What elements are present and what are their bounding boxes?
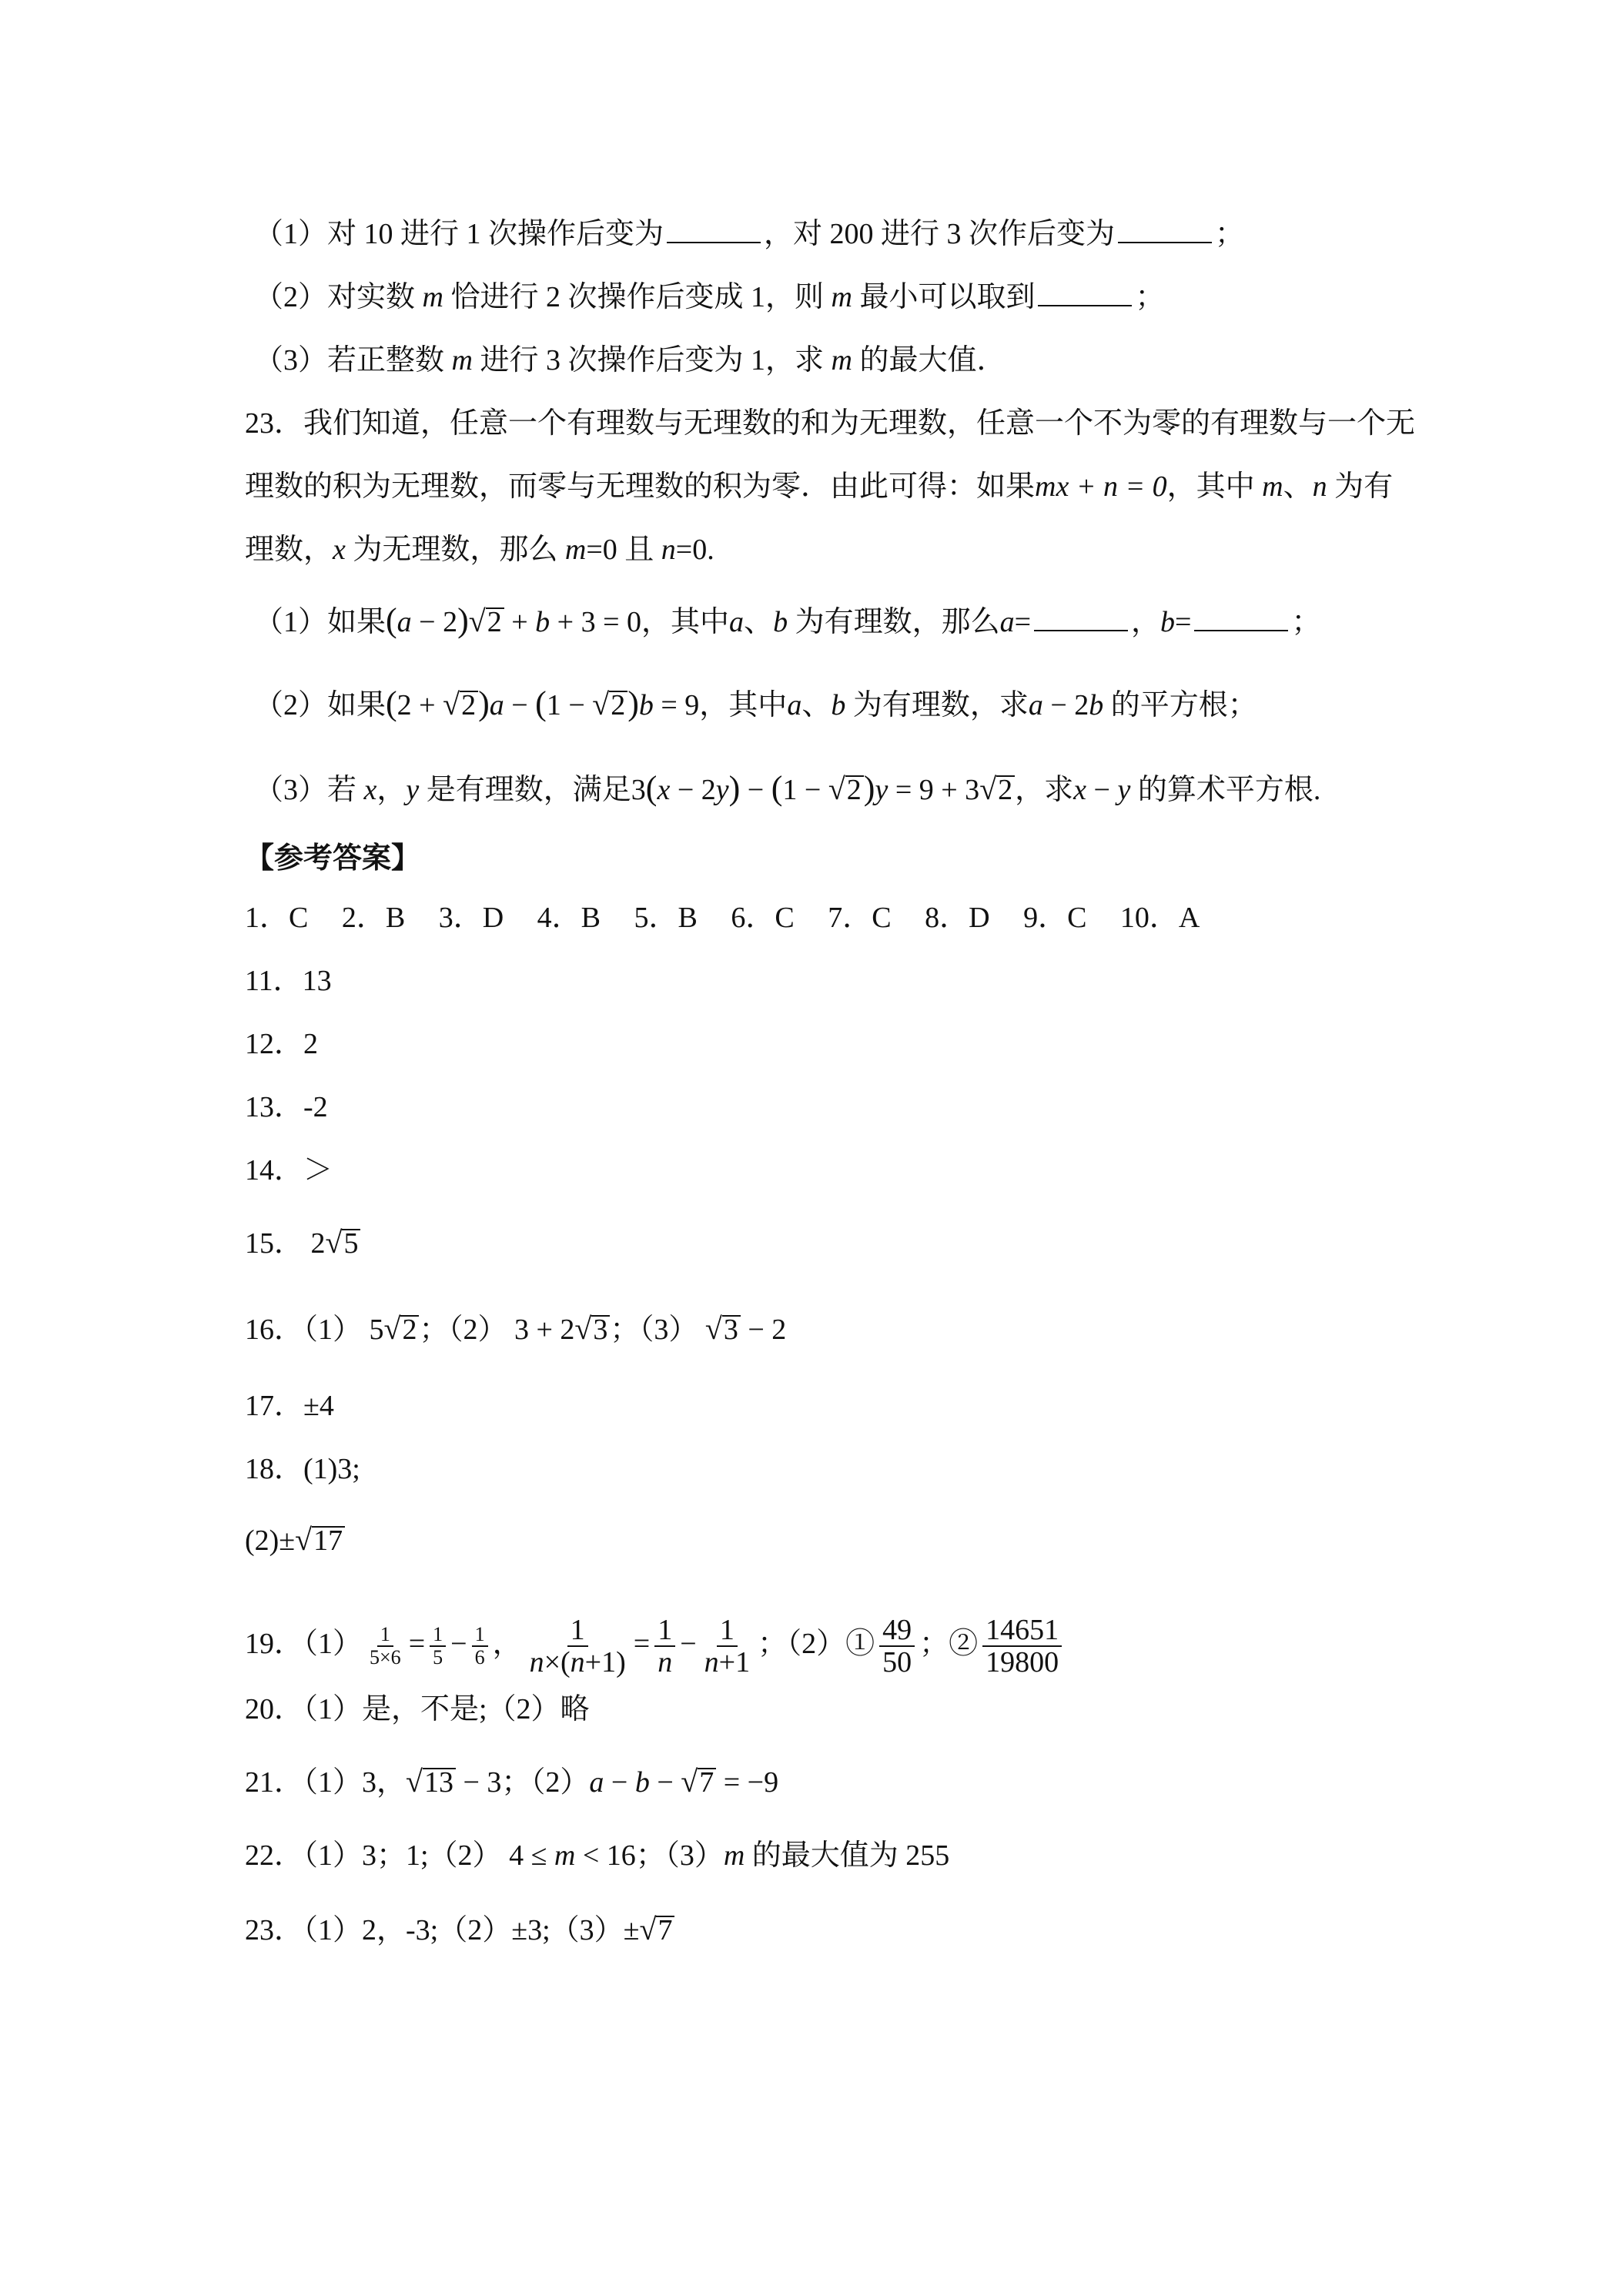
answer-18-part1: 18．(1)3; xyxy=(245,1453,360,1485)
answers-heading: 【参考答案】 xyxy=(245,841,421,875)
mc-answers-row: 1．C 2．B 3．D 4．B 5．B 6．C 7．C 8．D 9．C 10．A xyxy=(245,902,1200,934)
answer-21: 21．（1）3，√13 − 3；（2）a − b − √7 = −9 xyxy=(245,1764,779,1799)
q23-part1: （1）如果(a − 2)√2 + b + 3 = 0，其中a、b 为有理数，那么a= ，b= ； xyxy=(254,601,1321,639)
answer-blank xyxy=(1038,280,1132,306)
answer-blank xyxy=(1034,605,1128,631)
q23-intro-line1: 23．我们知道，任意一个有理数与无理数的和为无理数，任意一个不为零的有理数与一个无 xyxy=(245,407,1416,440)
q23-intro-line2: 理数的积为无理数，而零与无理数的积为零．由此可得：如果mx + n = 0，其中 m、n 为有 xyxy=(245,470,1394,503)
answer-16: 16．（1） 5√2；（2） 3 + 2√3；（3） √3 − 2 xyxy=(245,1311,787,1346)
answer-22: 22．（1）3；1;（2） 4 ≤ m < 16；（3）m 的最大值为 255 xyxy=(245,1839,950,1872)
answer-blank xyxy=(1118,217,1212,243)
q22-part2: （2）对实数 m 恰进行 2 次操作后变成 1，则 m 最小可以取到 ； xyxy=(254,281,1165,313)
q23-intro-line3: 理数，x 为无理数，那么 m=0 且 n=0. xyxy=(245,534,714,566)
answer-18-part2: (2)±√17 xyxy=(245,1521,345,1559)
answer-19: 19．（1） $\frac{1}{5\times 6}$ = $\frac{1}{5}$ − $\frac{1}{6}$ ， $\frac{1}{n\times(n+1)}$ = $\frac{1}{n}$ − $\frac{1}{n+1}$ ；（2）① $\frac{49}{50}$ ；② $\frac{14651}{19800}$ xyxy=(245,1609,1066,1678)
answer-blank xyxy=(667,217,761,243)
answer-14: 14．＞ xyxy=(245,1154,333,1186)
q22-part3: （3）若正整数 m 进行 3 次操作后变为 1，求 m 的最大值． xyxy=(254,344,1006,377)
answer-20: 20．（1）是，不是;（2）略 xyxy=(245,1693,590,1725)
q22-part1: （1）对 10 进行 1 次操作后变为 ，对 200 进行 3 次作后变为 ； xyxy=(254,218,1245,250)
answer-11: 11．13 xyxy=(245,965,332,997)
answer-15: 15． 2√5 xyxy=(245,1224,360,1262)
q23-part3: （3）若 x，y 是有理数，满足3(x − 2y) − (1 − √2)y = 9 + 3√2，求x − y 的算术平方根. xyxy=(254,769,1321,807)
q23-part2: （2）如果(2 + √2)a − (1 − √2)b = 9，其中a、b 为有理数，求a − 2b 的平方根； xyxy=(254,684,1257,722)
answer-17: 17．±4 xyxy=(245,1390,334,1422)
answer-23: 23．（1）2，-3;（2）±3;（3）±√7 xyxy=(245,1911,674,1949)
answer-12: 12．2 xyxy=(245,1028,319,1060)
answer-blank xyxy=(1194,605,1288,631)
answer-13: 13．-2 xyxy=(245,1091,328,1123)
